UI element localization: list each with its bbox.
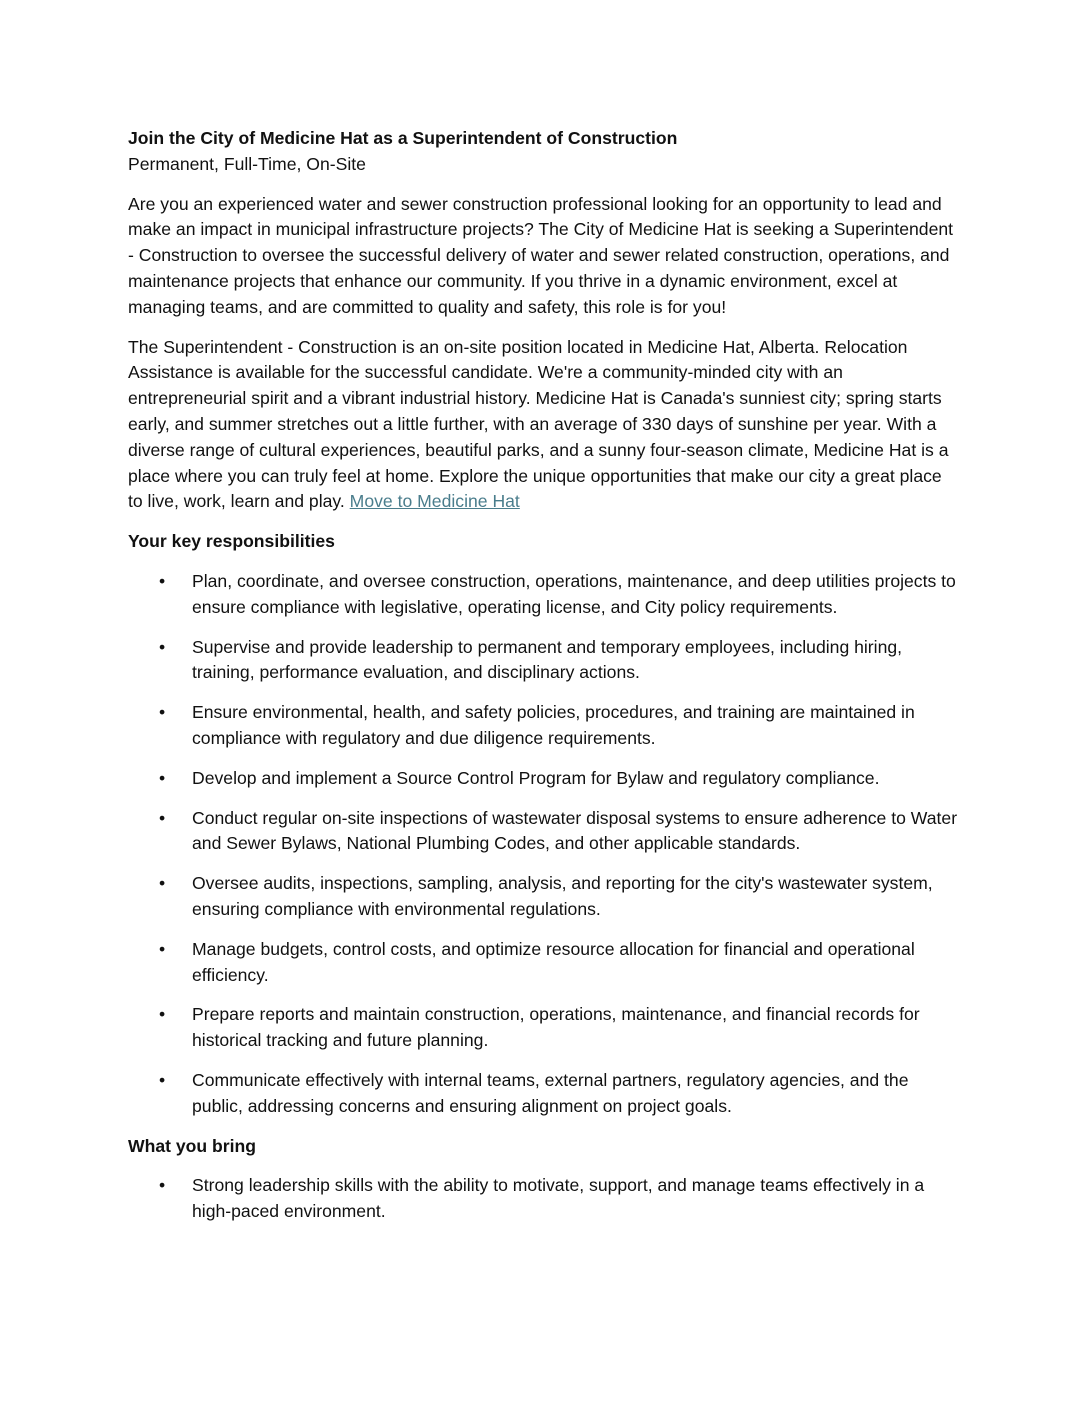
list-item-text: Plan, coordinate, and oversee construction, operations, maintenance, and deep utilities projects to ensure compliance with legislative, operating license, and City policy requirements.	[192, 570, 956, 617]
qualifications-list	[128, 1173, 960, 1225]
list-item-text: Oversee audits, inspections, sampling, analysis, and reporting for the city's wastewater system, ensuring compliance with environmental regulations.	[192, 873, 933, 919]
responsibilities-list	[128, 569, 960, 1120]
intro-paragraph-2	[128, 335, 960, 516]
list-item	[128, 766, 960, 792]
list-item-text: Communicate effectively with internal teams, external partners, regulatory agencies, and the public, addressing concerns and ensuring alignment on project goals.	[192, 1069, 909, 1116]
qualifications-heading: What you bring	[128, 1135, 257, 1156]
bullet-icon: •	[159, 570, 166, 591]
list-item	[128, 700, 960, 752]
bullet-icon: •	[159, 807, 166, 828]
intro-paragraph-1: Are you an experienced water and sewer construction professional looking for an opportunity to lead and make an impact in municipal infrastructure projects? The City of Medicine Hat is seeking a Superintendent - Construction to oversee the successful delivery of water and sewer related construction, operations, and maintenance projects that enhance our community. If you thrive in a dynamic environment, excel at managing teams, and are committed to quality and safety, this role is for you!	[128, 193, 954, 317]
bullet-icon: •	[159, 1069, 166, 1090]
list-item	[128, 806, 960, 858]
list-item	[128, 635, 960, 687]
bullet-icon: •	[159, 1004, 166, 1025]
list-item	[128, 1002, 960, 1054]
list-item-text: Supervise and provide leadership to permanent and temporary employees, including hiring, training, performance evaluation, and disciplinary actions.	[192, 636, 903, 683]
list-item-text: Prepare reports and maintain construction, operations, maintenance, and financial records for historical tracking and future planning.	[192, 1004, 920, 1051]
move-to-medicine-hat-link[interactable]: Move to Medicine Hat	[349, 491, 520, 512]
list-item-text: Develop and implement a Source Control Program for Bylaw and regulatory compliance.	[192, 767, 880, 788]
list-item-text: Manage budgets, control costs, and optimize resource allocation for financial and operational efficiency.	[192, 938, 915, 985]
responsibilities-heading: Your key responsibilities	[128, 531, 335, 552]
bullet-icon: •	[159, 938, 166, 959]
list-item-text: Strong leadership skills with the ability to motivate, support, and manage teams effectively in a high-paced environment.	[192, 1175, 925, 1222]
list-item	[128, 871, 960, 923]
list-item	[128, 1068, 960, 1120]
document-page	[128, 126, 960, 1239]
list-item-text: Ensure environmental, health, and safety policies, procedures, and training are maintained in compliance with regulatory and due diligence requirements.	[192, 702, 915, 748]
page-title: Join the City of Medicine Hat as a Superintendent of Construction	[128, 128, 678, 148]
intro-paragraph-2-text: The Superintendent - Construction is an on-site position located in Medicine Hat, Alberta. Relocation Assistance is available for the successful candidate. We're a community-minded city with an entrepreneurial spirit and a vibrant industrial history. Medicine Hat is Canada's sunniest city; spring starts early, and summer stretches out a little further, with an average of 330 days of sunshine per year. With a diverse range of cultural experiences, beautiful parks, and a sunny four-season climate, Medicine Hat is a place where you can truly feel at home. Explore the unique opportunities that make our city a great place to live, work, learn and play.	[128, 336, 949, 512]
list-item	[128, 569, 960, 621]
page-subtitle: Permanent, Full-Time, On-Site	[128, 153, 366, 174]
bullet-icon: •	[159, 702, 166, 723]
bullet-icon: •	[159, 873, 166, 894]
list-item	[128, 1173, 960, 1225]
list-item	[128, 937, 960, 989]
bullet-icon: •	[159, 636, 166, 657]
bullet-icon: •	[159, 1175, 166, 1196]
list-item-text: Conduct regular on-site inspections of wastewater disposal systems to ensure adherence to Water and Sewer Bylaws, National Plumbing Codes, and other applicable standards.	[192, 807, 958, 854]
bullet-icon: •	[159, 767, 166, 788]
